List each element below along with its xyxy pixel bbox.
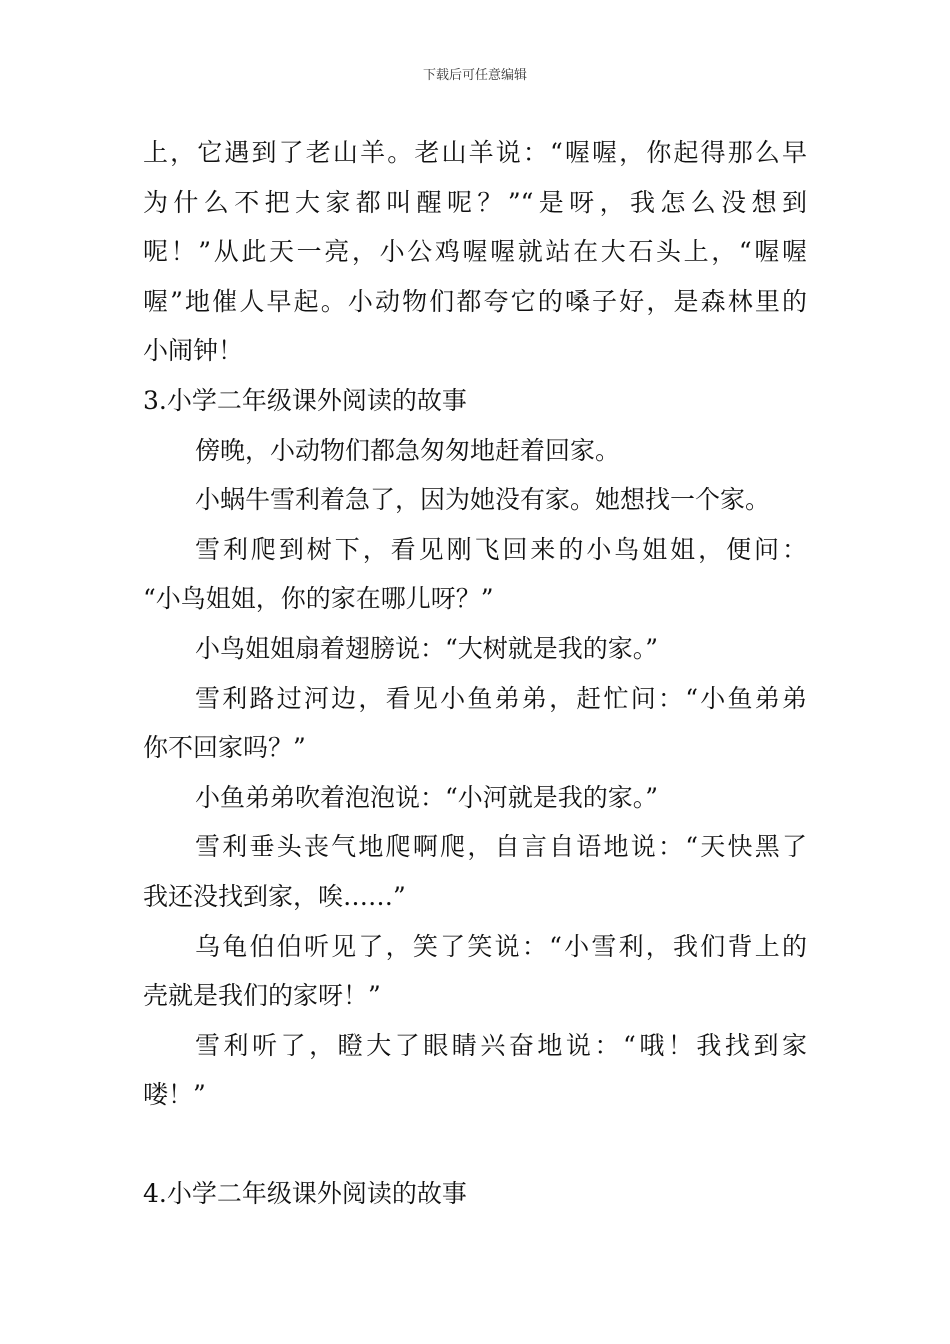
paragraph-line: 你不回家吗？” <box>143 733 306 763</box>
blank-line <box>143 1120 807 1170</box>
paragraph-line: 喽！” <box>143 1080 206 1110</box>
paragraph-line: 我还没找到家，唉……” <box>143 881 406 911</box>
paragraph-line: 上，它遇到了老山羊。老山羊说：“喔喔，你起得那么早 <box>143 138 807 167</box>
page-header: 下载后可任意编辑 <box>422 68 527 83</box>
paragraph-line: 雪利路过河边，看见小鱼弟弟，赶忙问：“小鱼弟弟 <box>195 683 807 713</box>
section-title: 4.小学二年级课外阅读的故事 <box>143 1179 467 1209</box>
paragraph-line: 喔”地催人早起。小动物们都夸它的嗓子好，是森林里的 <box>143 286 807 316</box>
paragraph-line: 小蜗牛雪利着急了，因为她没有家。她想找一个家。 <box>195 485 771 515</box>
paragraph-line: 小鸟姐姐扇着翅膀说：“大树就是我的家。” <box>195 633 659 663</box>
paragraph-line: 为什么不把大家都叫醒呢？”“是呀，我怎么没想到 <box>143 187 807 217</box>
paragraph-line: 雪利听了，瞪大了眼睛兴奋地说：“哦！我找到家 <box>195 1030 807 1060</box>
paragraph-line: 壳就是我们的家呀！” <box>143 981 381 1011</box>
paragraph-line: 呢！”从此天一亮，小公鸡喔喔就站在大石头上，“喔喔 <box>143 237 807 267</box>
document-body <box>143 128 807 1219</box>
paragraph-line: 乌龟伯伯听见了，笑了笑说：“小雪利，我们背上的 <box>195 931 807 961</box>
section-title: 3.小学二年级课外阅读的故事 <box>143 385 467 415</box>
paragraph-line: 雪利垂头丧气地爬啊爬，自言自语地说：“天快黑了 <box>195 832 807 862</box>
paragraph-line: 小闹钟！ <box>143 336 244 366</box>
paragraph-line: 小鱼弟弟吹着泡泡说：“小河就是我的家。” <box>195 782 659 812</box>
paragraph-line: 傍晚，小动物们都急匆匆地赶着回家。 <box>195 435 621 465</box>
paragraph-line: 雪利爬到树下，看见刚飞回来的小鸟姐姐，便问： <box>195 534 807 564</box>
paragraph-line: “小鸟姐姐，你的家在哪儿呀？” <box>143 584 494 614</box>
